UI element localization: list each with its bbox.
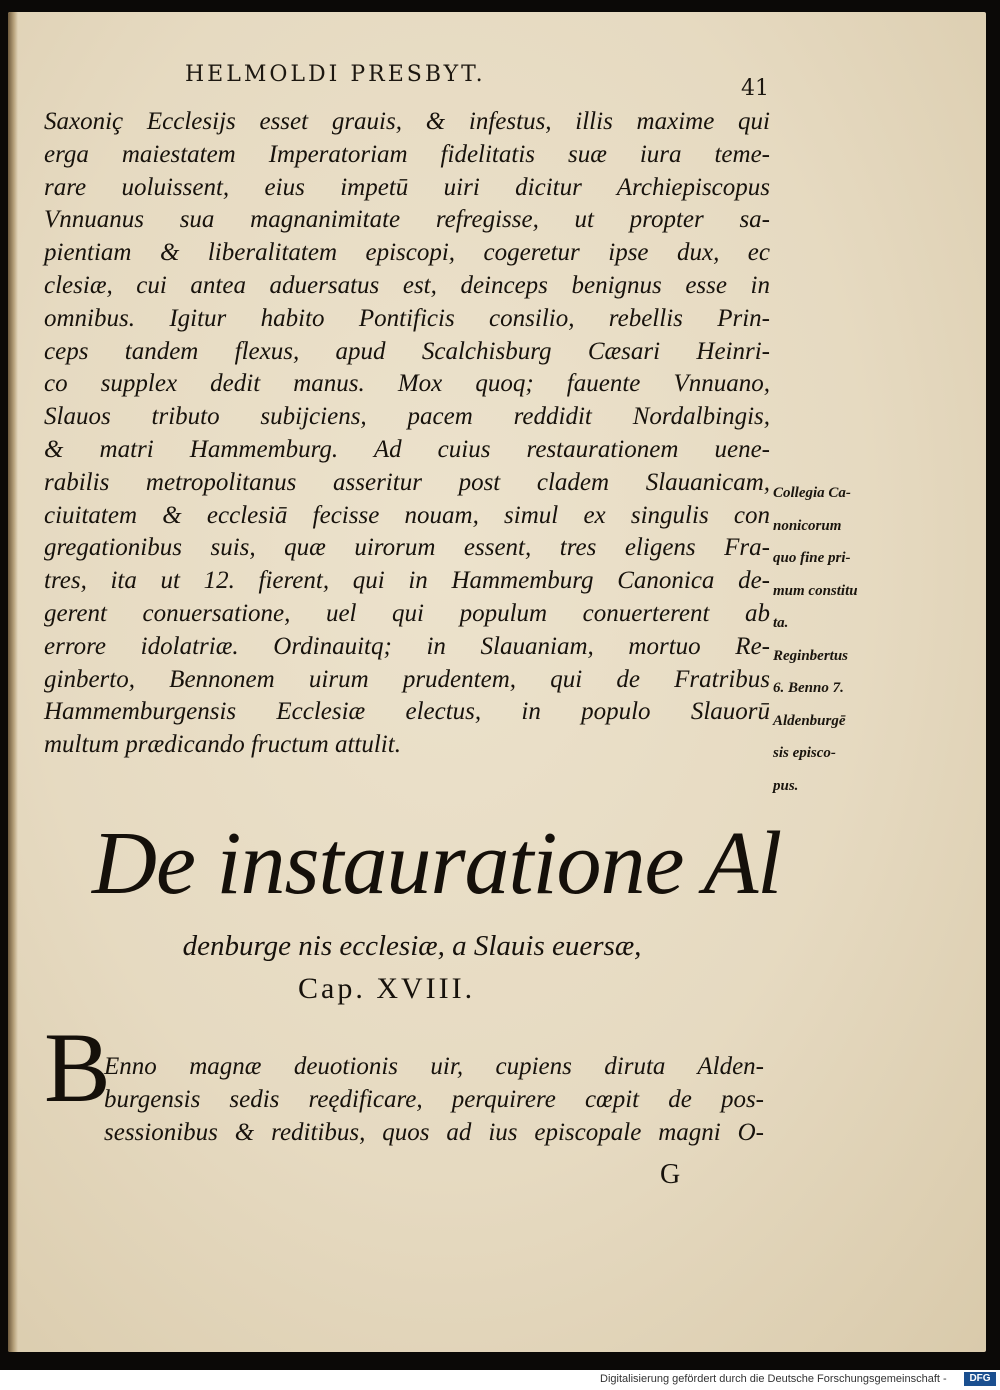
text-line: ginberto, Bennonem uirum prudentem, qui de Fratribus bbox=[44, 665, 770, 693]
text-line: clesiæ, cui antea aduersatus est, deinceps benignus esse in bbox=[44, 271, 770, 299]
folio-number: 41 bbox=[741, 76, 769, 101]
text-line: burgensis sedis reędificare, perquirere cœpit de pos- bbox=[104, 1086, 764, 1113]
text-line: rare uoluissent, eius impetū uiri dicitur Archiepiscopus bbox=[44, 173, 770, 201]
marginal-notes bbox=[773, 477, 893, 802]
chapter-number: Cap. XVIII. bbox=[298, 972, 476, 1005]
margin-note-line: ta. bbox=[773, 615, 789, 631]
text-line: & matri Hammemburg. Ad cuius restaurationem uene- bbox=[44, 435, 770, 463]
text-line: gregationibus suis, quæ uirorum essent, tres eligens Fra- bbox=[44, 534, 770, 562]
chapter-heading: De instauratione Al bbox=[92, 814, 782, 913]
text-line: Hammemburgensis Ecclesiæ electus, in populo Slauorū bbox=[44, 698, 770, 726]
text-line: ceps tandem flexus, apud Scalchisburg Cæsari Heinri- bbox=[44, 337, 770, 365]
text-line: multum prædicando fructum attulit. bbox=[44, 731, 401, 759]
margin-note-line: mum constitu bbox=[773, 582, 858, 599]
body-paragraph bbox=[44, 106, 770, 762]
text-line: ciuitatem & ecclesiā fecisse nouam, simul ex singulis con bbox=[44, 501, 770, 529]
catchword-signature: G bbox=[660, 1159, 681, 1190]
text-line: omnibus. Igitur habito Pontificis consilio, rebellis Prin- bbox=[44, 304, 770, 332]
margin-note-line: Reginbertus bbox=[773, 647, 849, 664]
chapter-paragraph bbox=[104, 1050, 764, 1149]
text-line: gerent conuersatione, uel qui populum conuerterent ab bbox=[44, 599, 770, 627]
margin-note-line: 6. Benno 7. bbox=[773, 680, 844, 696]
digitization-credit: Digitalisierung gefördert durch die Deutsche Forschungsgemeinschaft - bbox=[600, 1373, 947, 1385]
margin-note-line: pus. bbox=[773, 777, 799, 794]
text-line: Enno magnæ deuotionis uir, cupiens diruta Alden- bbox=[104, 1053, 764, 1080]
text-line: tres, ita ut 12. fierent, qui in Hammemburg Canonica de- bbox=[44, 567, 770, 595]
drop-capital: B bbox=[44, 1012, 111, 1123]
text-line: rabilis metropolitanus asseritur post cladem Slauanicam, bbox=[44, 468, 770, 496]
text-line: sessionibus & reditibus, quos ad ius episcopale magni O- bbox=[104, 1119, 764, 1146]
margin-note-line: nonicorum bbox=[773, 517, 842, 534]
chapter-subheading: denburge nis ecclesiæ, a Slauis euersæ, bbox=[182, 930, 642, 962]
text-line: pientiam & liberalitatem episcopi, cogeretur ipse dux, ec bbox=[44, 239, 770, 267]
text-line: Vnnuanus sua magnanimitate refregisse, ut propter sa- bbox=[44, 206, 770, 234]
text-line: Slauos tributo subijciens, pacem reddidit Nordalbingis, bbox=[44, 403, 770, 431]
text-line: Saxoniç Ecclesijs esset grauis, & infestus, illis maxime qui bbox=[44, 108, 770, 135]
text-line: erga maiestatem Imperatoriam fidelitatis suæ iura teme- bbox=[44, 140, 770, 168]
text-line: errore idolatriæ. Ordinauitq; in Slauaniam, mortuo Re- bbox=[44, 632, 770, 660]
margin-note-line: Collegia Ca- bbox=[773, 485, 851, 501]
book-page bbox=[8, 12, 986, 1352]
text-line: co supplex dedit manus. Mox quoq; fauente Vnnuano, bbox=[44, 370, 770, 398]
margin-note-line: sis episco- bbox=[773, 745, 836, 761]
margin-note-line: quo fine pri- bbox=[773, 550, 851, 566]
page-gutter bbox=[8, 12, 18, 1352]
running-head: HELMOLDI PRESBYT. bbox=[185, 62, 486, 87]
margin-note-line: Aldenburgē bbox=[773, 712, 846, 729]
dfg-logo[interactable]: DFG bbox=[964, 1372, 996, 1386]
